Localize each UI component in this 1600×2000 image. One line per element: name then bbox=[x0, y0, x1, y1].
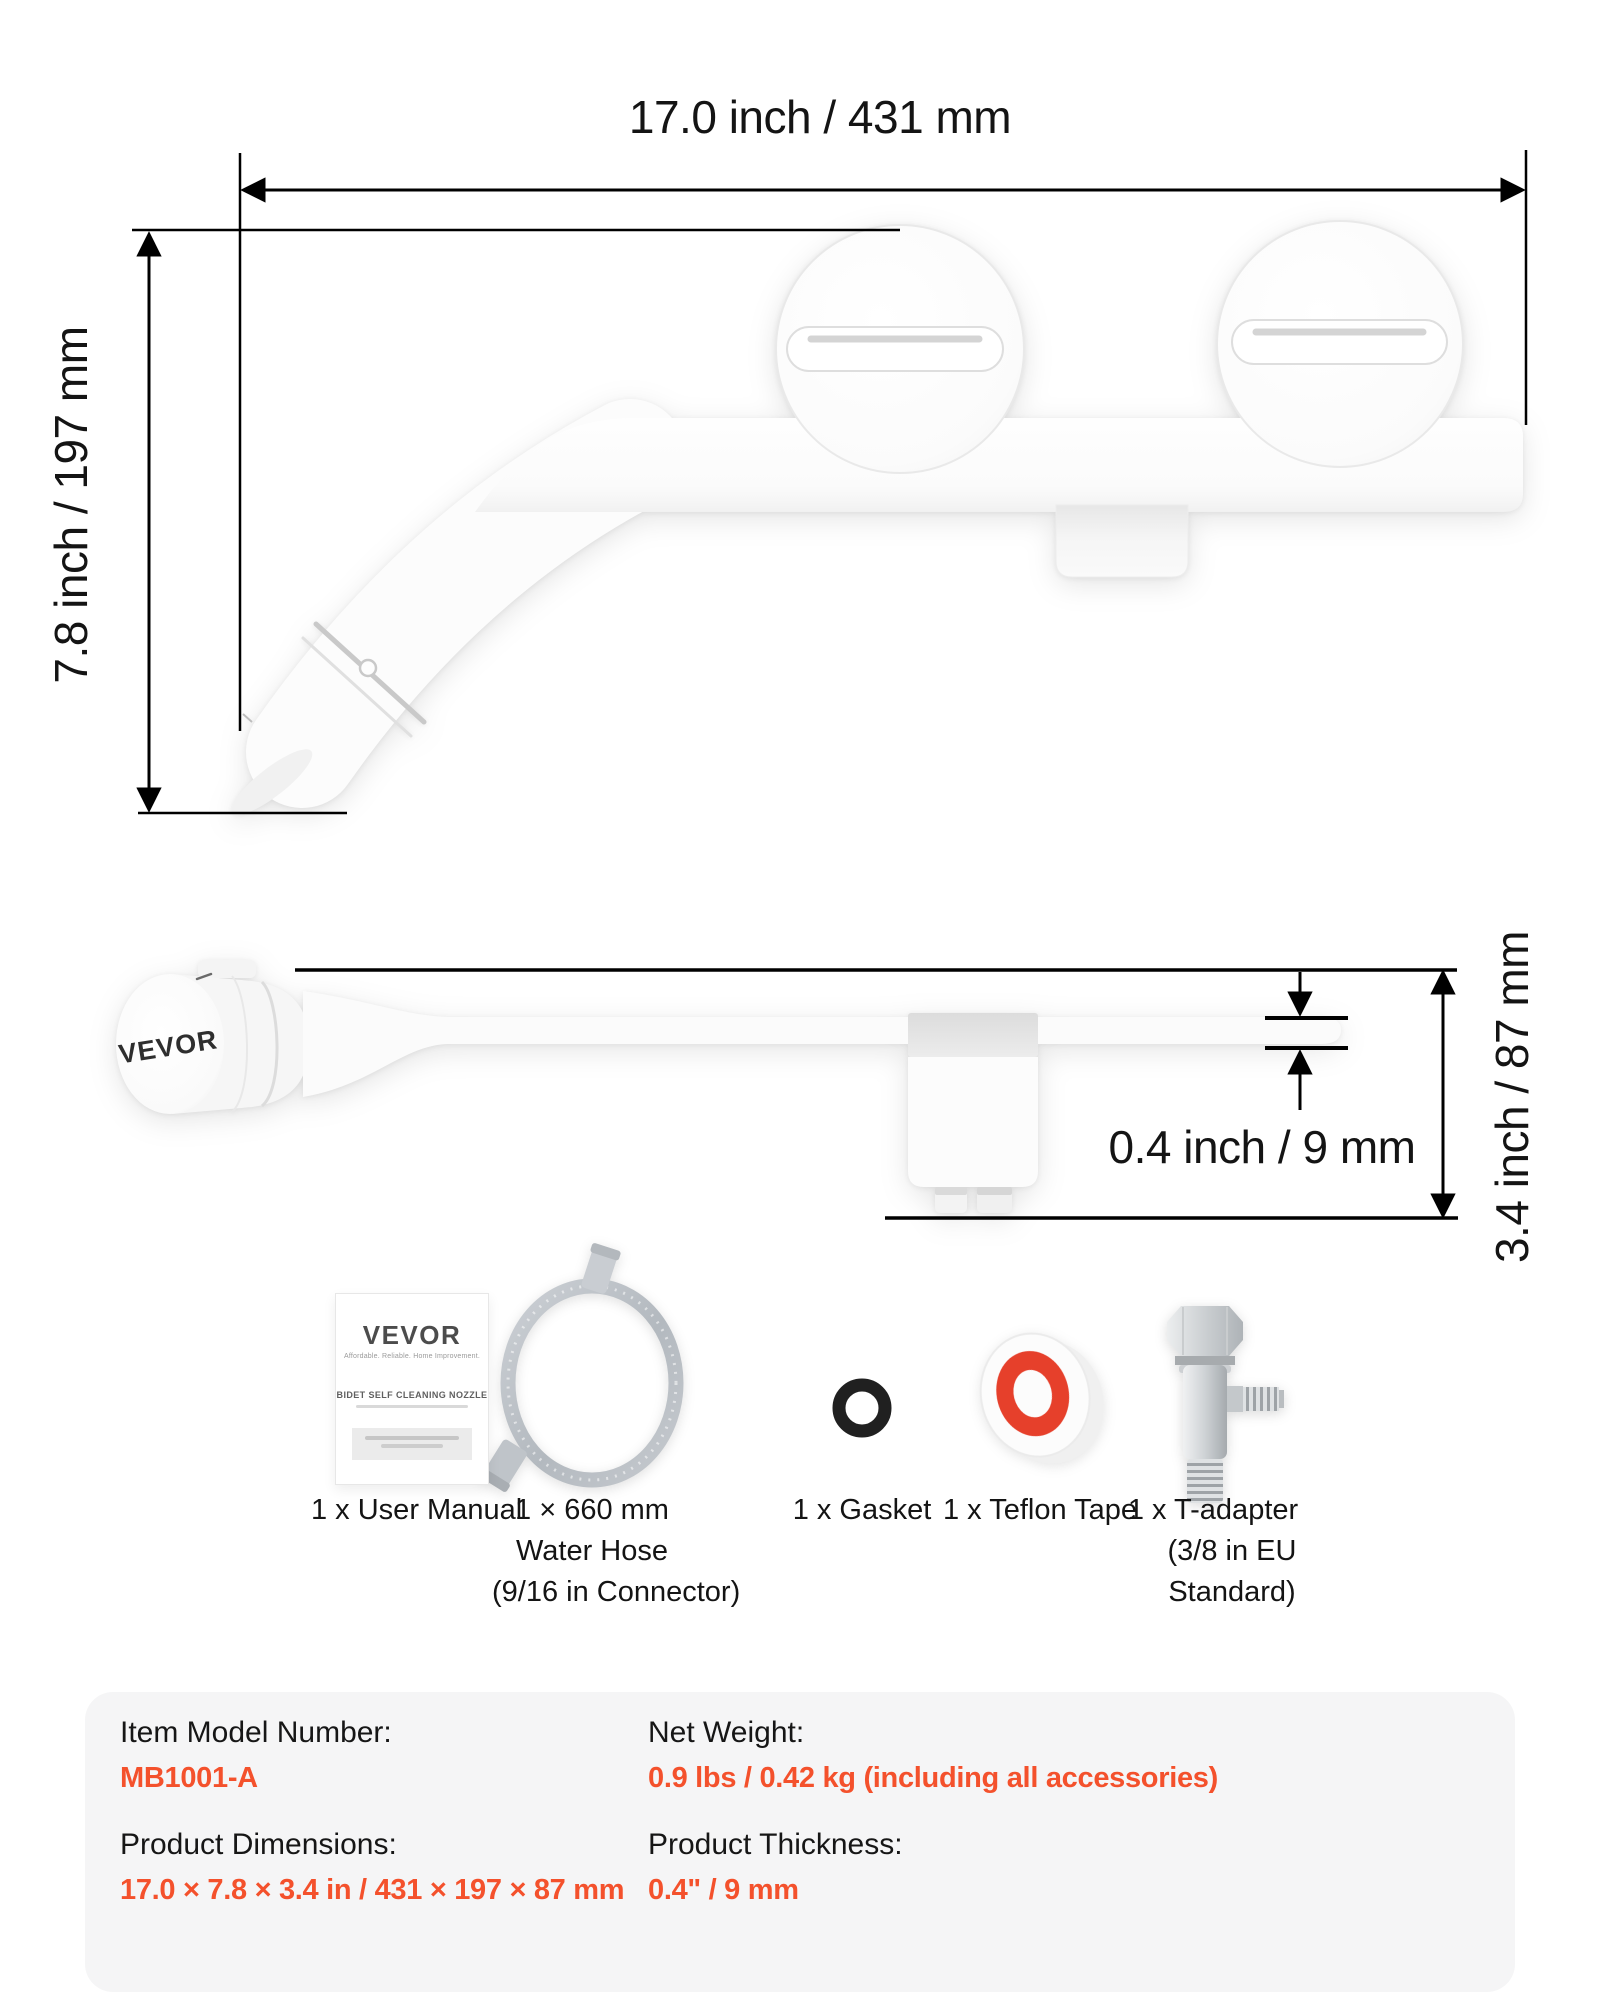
net-weight-value: 0.9 lbs / 0.42 kg (including all accessories) bbox=[648, 1762, 1218, 1794]
manual-tagline: Affordable. Reliable. Home Improvement. bbox=[343, 1353, 481, 1360]
net-weight-label: Net Weight: bbox=[648, 1716, 805, 1749]
manual-title: BIDET SELF CLEANING NOZZLE bbox=[336, 1390, 488, 1400]
water-hose-label-line2: Water Hose bbox=[515, 1535, 669, 1567]
manual-footer-line bbox=[381, 1444, 443, 1448]
gasket-label: 1 x Gasket bbox=[792, 1494, 932, 1526]
knob-brand-text: VEVOR bbox=[116, 1024, 220, 1070]
top-height-dimension-label: 7.8 inch / 197 mm bbox=[45, 326, 97, 684]
product-thickness-value: 0.4" / 9 mm bbox=[648, 1874, 799, 1906]
water-hose-label-line1: 1 × 660 mm bbox=[515, 1494, 669, 1526]
side-arm bbox=[303, 991, 1341, 1097]
nozzle-mark bbox=[243, 714, 252, 722]
t-adapter-label-line3: Standard) bbox=[1168, 1576, 1296, 1608]
inlet-connector-2-rim bbox=[977, 1187, 1012, 1195]
product-dimensions-value: 17.0 × 7.8 × 3.4 in / 431 × 197 × 87 mm bbox=[120, 1874, 625, 1906]
inlet-block-top bbox=[1056, 505, 1188, 577]
manual-brand-logo: VEVOR bbox=[362, 1320, 462, 1350]
inlet-block-collar bbox=[908, 1013, 1038, 1057]
model-number-value: MB1001-A bbox=[120, 1762, 258, 1794]
teflon-tape-graphic bbox=[968, 1319, 1117, 1478]
inlet-connector-1-rim bbox=[935, 1187, 967, 1195]
gasket-graphic bbox=[839, 1385, 885, 1431]
t-adapter-graphic bbox=[1167, 1306, 1284, 1503]
left-disc-slot bbox=[787, 327, 1003, 371]
user-manual-card bbox=[335, 1293, 489, 1485]
teflon-tape-label: 1 x Teflon Tape bbox=[942, 1494, 1138, 1526]
inlet-block-side bbox=[908, 1057, 1038, 1187]
product-dimensions-label: Product Dimensions: bbox=[120, 1828, 397, 1861]
t-adapter-label-line1: 1 x T-adapter bbox=[1127, 1494, 1299, 1526]
water-hose-graphic bbox=[479, 1242, 676, 1493]
water-hose-label-line3: (9/16 in Connector) bbox=[492, 1576, 741, 1608]
product-thickness-label: Product Thickness: bbox=[648, 1828, 903, 1861]
t-adapter-label-line2: (3/8 in EU bbox=[1167, 1535, 1297, 1567]
side-height-dimension-label: 3.4 inch / 87 mm bbox=[1486, 930, 1538, 1264]
user-manual-label: 1 x User Manual bbox=[311, 1494, 523, 1526]
manual-footer-band bbox=[352, 1428, 472, 1460]
manual-model-line bbox=[356, 1405, 468, 1408]
thickness-dimension-label: 0.4 inch / 9 mm bbox=[1108, 1121, 1416, 1173]
bidet-side-view-illustration bbox=[116, 960, 1341, 1213]
nozzle-screw bbox=[360, 660, 376, 676]
bidet-top-view-illustration bbox=[224, 221, 1523, 824]
model-number-label: Item Model Number: bbox=[120, 1716, 392, 1749]
manual-footer-line bbox=[365, 1436, 459, 1440]
top-width-dimension-label: 17.0 inch / 431 mm bbox=[628, 91, 1012, 143]
right-disc-slot bbox=[1232, 320, 1447, 364]
